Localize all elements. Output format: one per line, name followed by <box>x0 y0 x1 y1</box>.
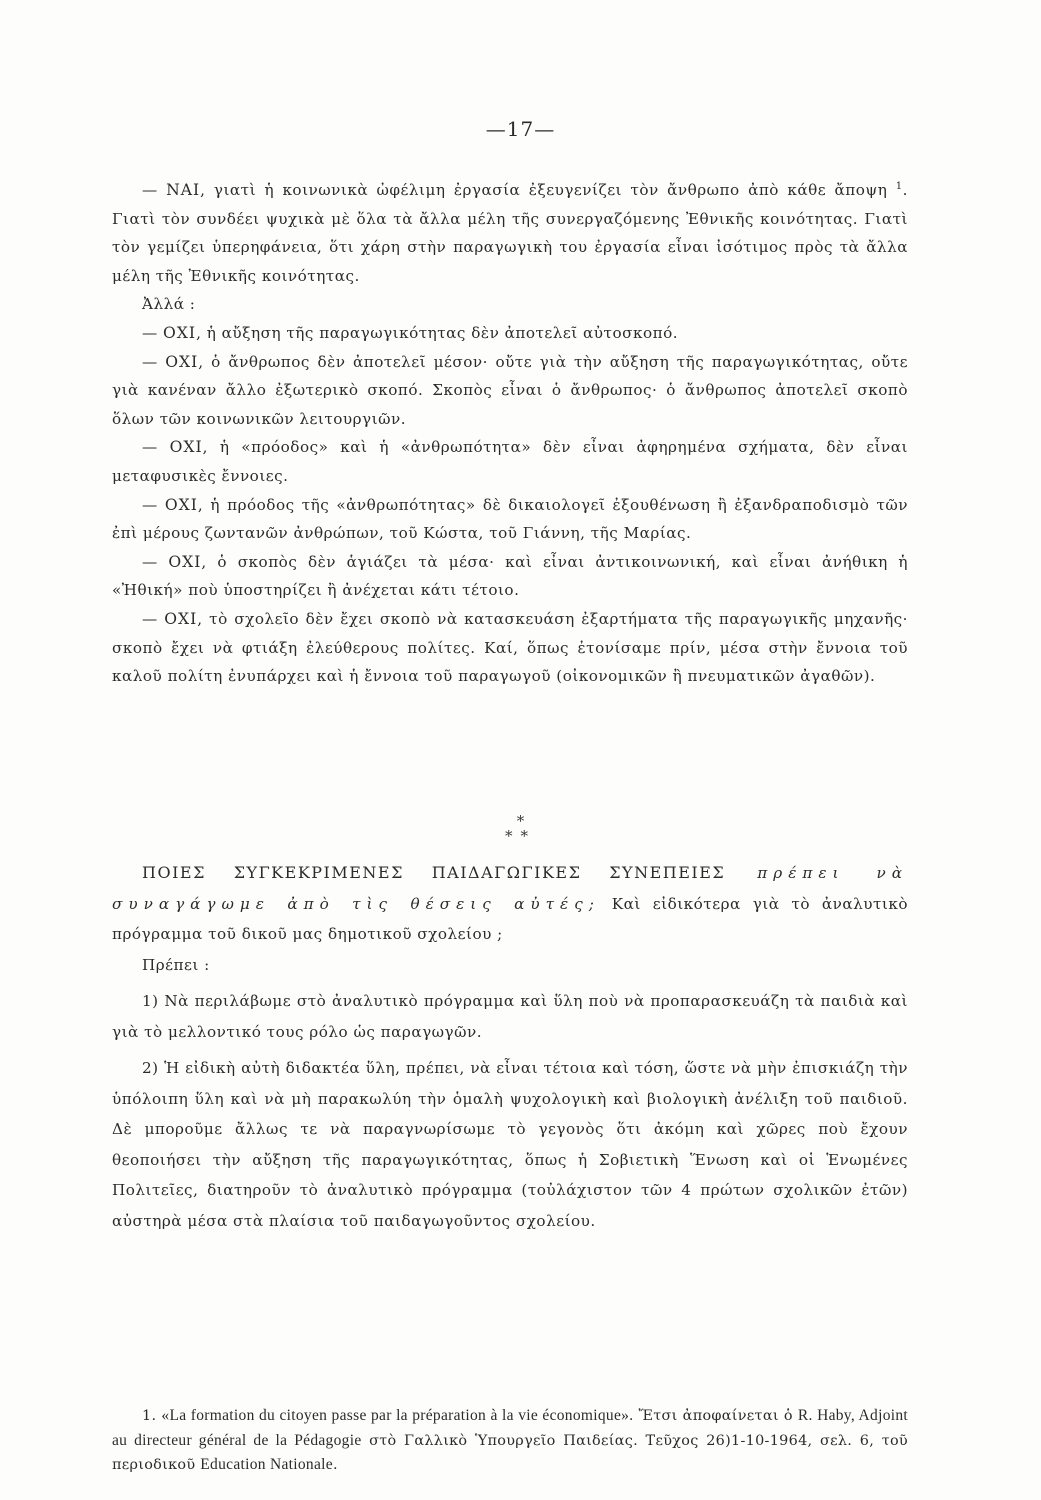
section-heading <box>112 858 908 950</box>
paragraph-oxi-2 <box>112 348 908 434</box>
paragraph-text: , ἡ αὔξηση τῆς παραγωγικότητας δὲν ἀποτελεῖ αὐτοσκοπό. <box>196 323 679 342</box>
footnote-author: R. Haby, Adjoint au directeur général de la Pédagogie <box>112 1407 909 1449</box>
emphasis-word: ΟΧΙ <box>169 438 203 457</box>
emphasis-word: ΟΧΙ <box>164 495 198 514</box>
section-pedagogical-consequences <box>112 858 908 1236</box>
section-heading-rest: Καὶ εἰδικότερα γιὰ τὸ ἀναλυτικὸ πρόγραμμα τοῦ δικοῦ μας δημοτικοῦ σχολείου ; <box>112 894 908 943</box>
paragraph-text: , γιατὶ ἡ κοινωνικὰ ὠφέλιμη ἐργασία ἐξευγενίζει τὸν ἄνθρωπο ἀπὸ κάθε ἄποψη <box>200 181 896 199</box>
emphasis-word: ΝΑΙ <box>166 181 201 199</box>
footnote-text: Ἔτσι ἀποφαίνεται ὁ <box>633 1408 798 1424</box>
dash: — <box>142 181 167 199</box>
paragraph-alla: Ἀλλά : <box>142 295 196 314</box>
emphasis-word: ΟΧΙ <box>164 609 198 628</box>
dash: — <box>142 495 165 514</box>
asterism-top: * <box>516 812 525 830</box>
dash: — <box>142 323 164 342</box>
section-heading-caps: ΠΟΙΕΣ ΣΥΓΚΕΚΡΙΜΕΝΕΣ ΠΑΙΔΑΓΩΓΙΚΕΣ ΣΥΝΕΠΕΙΕΣ <box>142 863 726 882</box>
must-label: Πρέπει : <box>142 955 210 974</box>
paragraph-oxi-3 <box>112 433 908 490</box>
footnote-journal: Education Nationale <box>200 1456 333 1473</box>
list-item-2: 2) Ἡ εἰδικὴ αὐτὴ διδακτέα ὕλη, πρέπει, νὰ εἶναι τέτοια καὶ τόση, ὥστε νὰ μὴν ἐπισκιάζη τὴν ὑπόλοιπη ὕλη καὶ νὰ μὴ παρακωλύη τὴν ὁμαλὴ ψυχολογικὴ καὶ βιολογικὴ ἀνέλιξη τοῦ παιδιοῦ. Δὲ μποροῦμε ἄλλως τε νὰ παραγνωρίσωμε τὸ γεγονὸς ὅτι ἀκόμη καὶ χῶρες ποὺ ἔχουν θεοποιήσει τὴν αὔξηση τῆς παραγωγικότητας, ὅπως ἡ Σοβιετικὴ Ἕνωση καὶ οἱ Ἑνωμένες Πολιτεῖες, διατηροῦν τὸ ἀναλυτικὸ πρόγραμμα (τοὐλάχιστον τῶν 4 πρώτων σχολικῶν ἐτῶν) αὐστηρὰ μέσα στὰ πλαίσια τοῦ παιδαγωγοῦντος σχολείου. <box>112 1059 908 1230</box>
main-text <box>112 176 908 691</box>
footnote-end: . <box>332 1457 338 1473</box>
paragraph-text: , ἡ «πρόοδος» καὶ ἡ «ἀνθρωπότητα» δὲν εἶναι ἀφηρημένα σχήματα, δὲν εἶναι μεταφυσικὲς ἔννοιες. <box>112 438 909 485</box>
paragraph-nai <box>112 176 908 290</box>
dash: — <box>142 352 166 371</box>
emphasis-word: ΟΧΙ <box>163 323 197 342</box>
footnote-number: 1. <box>142 1408 157 1424</box>
paragraph-oxi-6 <box>112 605 908 691</box>
paragraph-text: . Γιατὶ τὸν συνδέει ψυχικὰ μὲ ὅλα τὰ ἄλλα μέλη τῆς συνεργαζόμενης Ἐθνικῆς κοινότητας. Γιατὶ τὸν γεμίζει ὑπερηφάνεια, ὅτι χάρη στὴν παραγωγικὴ του ἐργασία εἶναι ἰσότιμος πρὸς τὰ ἄλλα μέλη τῆς Ἐθνικῆς κοινότητας. <box>112 181 908 285</box>
footnote <box>112 1404 908 1478</box>
dash: — <box>142 609 165 628</box>
asterism-bottom: ** <box>505 827 536 845</box>
emphasis-word: ΟΧΙ <box>165 352 199 371</box>
asterism-divider <box>0 814 1041 844</box>
paragraph-text: , τὸ σχολεῖο δὲν ἔχει σκοπὸ νὰ κατασκευάση ἐξαρτήματα τῆς παραγωγικῆς μηχανῆς· σκοπὸ ἔχει νὰ φτιάξη ἐλεύθερους πολίτες. Καί, ὅπως ἐτονίσαμε πρίν, μέσα στὴν ἔννοια τοῦ καλοῦ πολίτη ἐνυπάρχει καὶ ἡ ἔννοια τοῦ παραγωγοῦ (οἰκονομικῶν ἢ πνευματικῶν ἀγαθῶν). <box>112 609 909 686</box>
paragraph-text: , ὁ σκοπὸς δὲν ἁγιάζει τὰ μέσα· καὶ εἶναι ἀντικοινωνική, καὶ εἶναι ἀνήθικη ἡ «Ἠθική» ποὺ ὑποστηρίζει ἢ ἀνέχεται κάτι τέτοιο. <box>112 552 908 600</box>
dash: — <box>142 438 170 457</box>
paragraph-text: , ὁ ἄνθρωπος δὲν ἀποτελεῖ μέσον· οὔτε γιὰ τὴν αὔξηση τῆς παραγωγικότητας, οὔτε γιὰ κανέναν ἄλλο ἐξωτερικὸ σκοπό. Σκοπὸς εἶναι ὁ ἄνθρωπος· ὁ ἄνθρωπος ἀποτελεῖ σκοπὸ ὅλων τῶν κοινωνικῶν λειτουργιῶν. <box>112 352 909 428</box>
paragraph-oxi-5 <box>112 548 908 605</box>
list-item-1: 1) Νὰ περιλάβωμε στὸ ἀναλυτικὸ πρόγραμμα καὶ ὕλη ποὺ νὰ προπαρασκευάζη τὰ παιδιὰ καὶ γιὰ τὸ μελλοντικό τους ρόλο ὡς παραγωγῶν. <box>112 992 908 1041</box>
paragraph-oxi-1 <box>112 319 908 348</box>
paragraph-text: , ἡ πρόοδος τῆς «ἀνθρωπότητας» δὲ δικαιολογεῖ ἐξουθένωση ἢ ἐξανδραποδισμὸ τῶν ἐπὶ μέρους ζωντανῶν ἀνθρώπων, τοῦ Κώστα, τοῦ Γιάννη, τῆς Μαρίας. <box>112 495 909 543</box>
section-heading-spaced: πρέπει νὰ συναγάγωμε ἀπὸ τὶς θέσεις αὐτές; <box>112 864 908 913</box>
footnote-text: στὸ Γαλλικὸ Ὑπουργεῖο Παιδείας. Τεῦχος 26)1-10-1964, σελ. 6, τοῦ περιοδικοῦ <box>112 1432 908 1473</box>
paragraph-oxi-4 <box>112 491 908 548</box>
emphasis-word: ΟΧΙ <box>168 552 202 571</box>
page-number: —17— <box>485 117 556 141</box>
footnote-quote: «La formation du citoyen passe par la préparation à la vie économique». <box>161 1407 634 1424</box>
footnote-reference: 1 <box>895 180 903 192</box>
dash: — <box>142 552 169 571</box>
